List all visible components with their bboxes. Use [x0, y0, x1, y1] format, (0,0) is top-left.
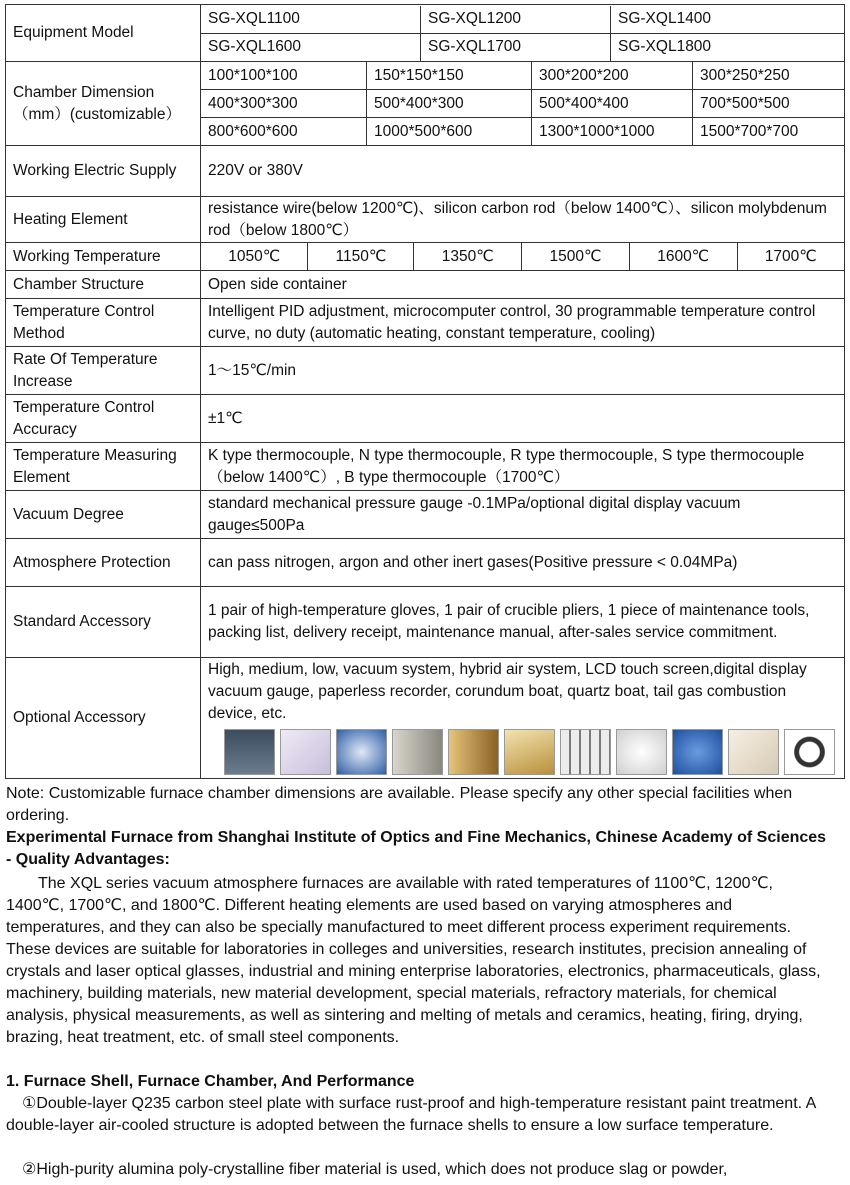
section-heading: Experimental Furnace from Shanghai Institute of Optics and Fine Mechanics, Chinese Academy of Sciences - Quality Advantages:	[6, 829, 827, 868]
label-measuring-element: Temperature Measuring Element	[6, 443, 201, 491]
fiber-blocks-photo	[728, 729, 779, 775]
corundum-crucibles-photo	[280, 729, 331, 775]
white-gloves-photo	[616, 729, 667, 775]
dimension-cell: 500*400*300	[367, 90, 532, 118]
label-equipment-model: Equipment Model	[6, 5, 201, 62]
label-vacuum-degree: Vacuum Degree	[6, 491, 201, 539]
brass-fitting-photo	[448, 729, 499, 775]
model-cell: SG-XQL1100	[201, 6, 421, 34]
label-control-accuracy: Temperature Control Accuracy	[6, 395, 201, 443]
dimension-cell: 1000*500*600	[367, 118, 532, 146]
temperature-cell: 1700℃	[737, 243, 844, 270]
model-cell: SG-XQL1200	[421, 6, 611, 34]
label-standard-accessory: Standard Accessory	[6, 587, 201, 658]
label-working-temperature: Working Temperature	[6, 243, 201, 271]
value-atmosphere-protection: can pass nitrogen, argon and other inert gases(Positive pressure < 0.04MPa)	[201, 539, 845, 587]
value-vacuum-degree: standard mechanical pressure gauge -0.1MPa/optional digital display vacuum gauge≤500Pa	[201, 491, 845, 539]
row-chamber-structure	[6, 271, 845, 299]
section-1-paragraph-1: ①Double-layer Q235 carbon steel plate with surface rust-proof and high-temperature resistant paint treatment. A double-layer air-cooled structure is adopted between the furnace shells to ensure a low surface temperature.	[6, 1095, 816, 1134]
row-control-accuracy	[6, 395, 845, 443]
value-temperature-increase: 1～15℃/min	[201, 347, 845, 395]
temperature-cell: 1150℃	[308, 243, 414, 270]
dimension-cell: 1500*700*700	[693, 118, 845, 146]
intro-paragraph: The XQL series vacuum atmosphere furnaces are available with rated temperatures of 1100℃, 1200℃, 1400℃, 1700℃, and 1800℃. Different heating elements are used based on varying atmospheres and temperatures, and they can also be specially manufactured to meet different process experiment requirements. These devices are suitable for laboratories in colleges and universities, research institutes, precision annealing of crystals and laser optical glasses, industrial and mining enterprise laboratories, electronics, pharmaceuticals, glass, machinery, building materials, new material development, special materials, refractory materials, for chemical analysis, physical measurements, as well as sintering and melting of metals and ceramics, heating, firing, drying, brazing, heat treatment, etc. of small steel components.	[6, 875, 821, 1046]
section-1-paragraph-2: ②High-purity alumina poly-crystalline fiber material is used, which does not produce slag or powder,	[22, 1161, 728, 1178]
label-optional-accessory: Optional Accessory	[6, 658, 201, 779]
label-atmosphere-protection: Atmosphere Protection	[6, 539, 201, 587]
row-standard-accessory	[6, 587, 845, 658]
label-electric-supply: Working Electric Supply	[6, 146, 201, 197]
dimension-cell: 100*100*100	[201, 62, 367, 90]
value-electric-supply: 220V or 380V	[201, 146, 845, 197]
row-measuring-element	[6, 443, 845, 491]
model-cell: SG-XQL1400	[611, 6, 845, 34]
label-chamber-structure: Chamber Structure	[6, 271, 201, 299]
label-heating-element: Heating Element	[6, 197, 201, 243]
label-chamber-dimension: Chamber Dimension （mm）(customizable）	[6, 62, 201, 146]
row-control-method	[6, 299, 845, 347]
dimension-cell: 500*400*400	[532, 90, 693, 118]
accessory-thumbnails	[208, 725, 837, 777]
row-temperature-increase	[6, 347, 845, 395]
sealing-rings-photo	[784, 729, 835, 775]
row-heating-element	[6, 197, 845, 243]
value-standard-accessory: 1 pair of high-temperature gloves, 1 pair of crucible pliers, 1 piece of maintenance tools, packing list, delivery receipt, maintenance manual, after-sales service commitment.	[201, 587, 845, 658]
value-optional-accessory: High, medium, low, vacuum system, hybrid air system, LCD touch screen,digital display vacuum gauge, paperless recorder, corundum boat, quartz boat, tail gas combustion device, etc.	[208, 661, 807, 722]
value-control-accuracy: ±1℃	[201, 395, 845, 443]
row-electric-supply	[6, 146, 845, 197]
spec-table	[5, 4, 845, 779]
row-chamber-dimension	[6, 62, 845, 146]
row-equipment-model	[6, 5, 845, 62]
paperless-recorder-photo	[224, 729, 275, 775]
steel-crucible-photo	[392, 729, 443, 775]
label-temperature-increase: Rate Of Temperature Increase	[6, 347, 201, 395]
model-cell: SG-XQL1600	[201, 33, 421, 61]
dimension-cell: 800*600*600	[201, 118, 367, 146]
temperature-cell: 1050℃	[201, 243, 308, 270]
row-vacuum-degree	[6, 491, 845, 539]
crucible-rack-photo	[560, 729, 611, 775]
row-optional-accessory	[6, 658, 845, 779]
vacuum-pump-photo	[672, 729, 723, 775]
model-cell: SG-XQL1800	[611, 33, 845, 61]
dimension-cell: 150*150*150	[367, 62, 532, 90]
row-working-temperature	[6, 243, 845, 271]
value-heating-element: resistance wire(below 1200℃)、silicon carbon rod（below 1400℃）、silicon molybdenum rod（below 1800℃）	[201, 197, 845, 243]
dimension-cell: 1300*1000*1000	[532, 118, 693, 146]
gold-cylinder-photo	[504, 729, 555, 775]
model-cell: SG-XQL1700	[421, 33, 611, 61]
dimension-cell: 700*500*500	[693, 90, 845, 118]
temperature-cell: 1350℃	[414, 243, 522, 270]
quartz-boat-photo	[336, 729, 387, 775]
dimension-cell: 300*200*200	[532, 62, 693, 90]
ordering-note: Note: Customizable furnace chamber dimensions are available. Please specify any other special facilities when ordering.	[6, 785, 793, 824]
section-1-title: 1. Furnace Shell, Furnace Chamber, And Performance	[6, 1073, 415, 1090]
value-measuring-element: K type thermocouple, N type thermocouple, R type thermocouple, S type thermocouple（below 1400℃）, B type thermocouple（1700℃）	[201, 443, 845, 491]
row-atmosphere-protection	[6, 539, 845, 587]
label-control-method: Temperature Control Method	[6, 299, 201, 347]
temperature-cell: 1500℃	[522, 243, 630, 270]
temperature-cell: 1600℃	[629, 243, 737, 270]
dimension-cell: 400*300*300	[201, 90, 367, 118]
dimension-cell: 300*250*250	[693, 62, 845, 90]
value-control-method: Intelligent PID adjustment, microcomputer control, 30 programmable temperature control curve, no duty (automatic heating, constant temperature, cooling)	[201, 299, 845, 347]
value-chamber-structure: Open side container	[201, 271, 845, 299]
